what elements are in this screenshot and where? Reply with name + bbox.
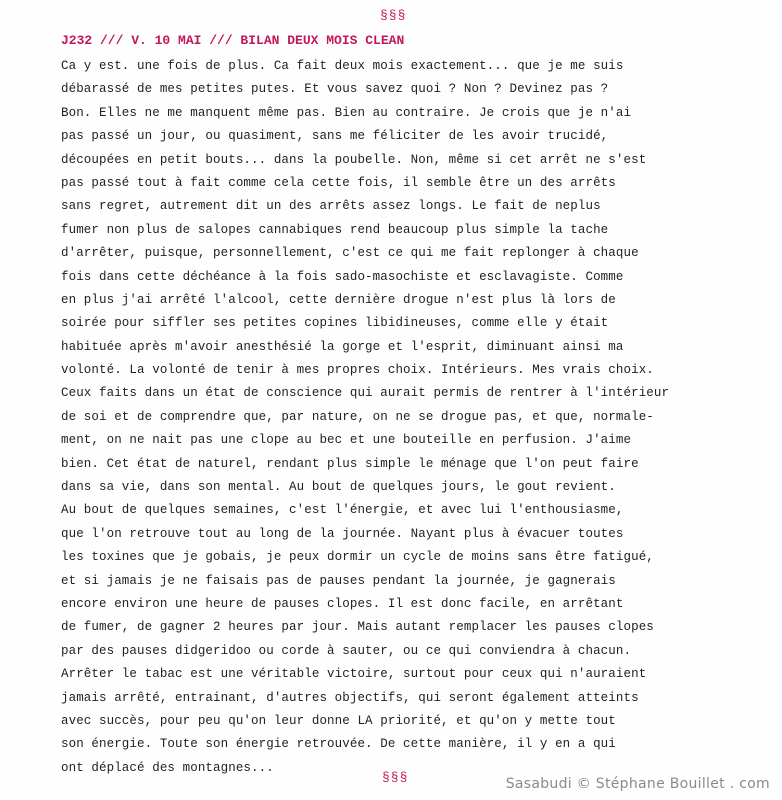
- text-line: de fumer, de gagner 2 heures par jour. Mais autant remplacer les pauses clopes: [61, 620, 654, 635]
- text-line: bien. Cet état de naturel, rendant plus simple le ménage que l'on peut faire: [61, 456, 639, 471]
- section-mark-bottom: §§§: [382, 770, 409, 785]
- text-line: les toxines que je gobais, je peux dormir un cycle de moins sans être fatigué,: [61, 550, 654, 565]
- body-text: [61, 55, 761, 780]
- text-line: d'arrêter, puisque, personnellement, c'est ce qui me fait replonger à chaque: [61, 246, 639, 261]
- text-line: Au bout de quelques semaines, c'est l'énergie, et avec lui l'enthousiasme,: [61, 503, 624, 518]
- text-line: ont déplacé des montagnes...: [61, 760, 274, 775]
- entry-heading: J232 /// V. 10 MAI /// BILAN DEUX MOIS CLEAN: [61, 33, 405, 48]
- text-line: avec succès, pour peu qu'on leur donne LA priorité, et qu'on y mette tout: [61, 713, 616, 728]
- text-line: Ceux faits dans un état de conscience qui aurait permis de rentrer à l'intérieur: [61, 386, 670, 401]
- text-line: débarassé de mes petites putes. Et vous savez quoi ? Non ? Devinez pas ?: [61, 82, 609, 97]
- text-line: encore environ une heure de pauses clopes. Il est donc facile, en arrêtant: [61, 596, 624, 611]
- text-line: pas passé tout à fait comme cela cette fois, il semble être un des arrêts: [61, 175, 616, 190]
- text-line: fumer non plus de salopes cannabiques rend beaucoup plus simple la tache: [61, 222, 609, 237]
- text-line: soirée pour siffler ses petites copines libidineuses, comme elle y était: [61, 316, 609, 331]
- text-line: en plus j'ai arrêté l'alcool, cette dernière drogue n'est plus là lors de: [61, 292, 616, 307]
- text-line: habituée après m'avoir anesthésié la gorge et l'esprit, diminuant ainsi ma: [61, 339, 624, 354]
- text-line: Bon. Elles ne me manquent même pas. Bien au contraire. Je crois que je n'ai: [61, 105, 632, 120]
- text-line: par des pauses didgeridoo ou corde à sauter, ou ce qui conviendra à chacun.: [61, 643, 632, 658]
- text-line: ment, on ne nait pas une clope au bec et une bouteille en perfusion. J'aime: [61, 433, 632, 448]
- text-line: son énergie. Toute son énergie retrouvée. De cette manière, il y en a qui: [61, 737, 616, 752]
- text-line: pas passé un jour, ou quasiment, sans me féliciter de les avoir trucidé,: [61, 129, 609, 144]
- text-line: Ca y est. une fois de plus. Ca fait deux mois exactement... que je me suis: [61, 59, 624, 73]
- text-line: que l'on retrouve tout au long de la journée. Nayant plus à évacuer toutes: [61, 526, 624, 541]
- text-line: fois dans cette déchéance à la fois sado-masochiste et esclavagiste. Comme: [61, 269, 624, 284]
- text-line: découpées en petit bouts... dans la poubelle. Non, même si cet arrêt ne s'est: [61, 152, 647, 167]
- copyright-watermark: Sasabudi © Stéphane Bouillet . com: [505, 776, 770, 792]
- text-line: dans sa vie, dans son mental. Au bout de quelques jours, le gout revient.: [61, 480, 616, 495]
- text-line: de soi et de comprendre que, par nature, on ne se drogue pas, et que, normale-: [61, 409, 654, 424]
- text-line: Arrêter le tabac est une véritable victoire, surtout pour ceux qui n'auraient: [61, 667, 647, 682]
- text-line: sans regret, autrement dit un des arrêts assez longs. Le fait de neplus: [61, 199, 601, 214]
- text-line: jamais arrêté, entrainant, d'autres objectifs, qui seront également atteints: [61, 690, 639, 705]
- text-line: volonté. La volonté de tenir à mes propres choix. Intérieurs. Mes vrais choix.: [61, 363, 654, 378]
- section-mark-top: §§§: [380, 8, 407, 23]
- text-line: et si jamais je ne faisais pas de pauses pendant la journée, je gagnerais: [61, 573, 616, 588]
